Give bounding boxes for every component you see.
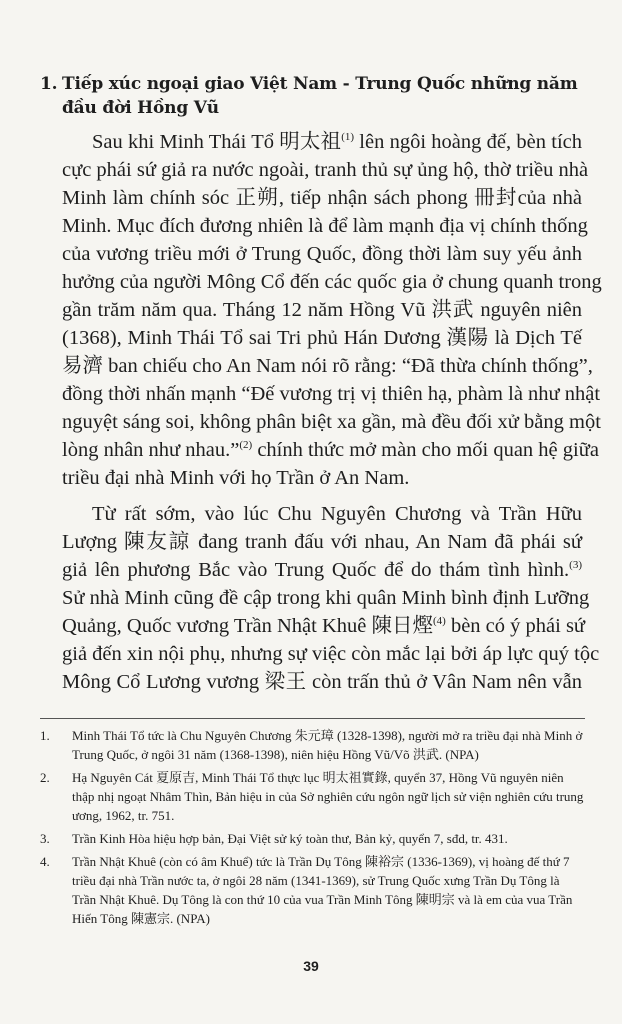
footnote-text: Trần Kinh Hòa hiệu hợp bản, Đại Việt sử ký toàn thư, Bản kỷ, quyển 7, sđd, tr. 431. [72, 831, 508, 846]
footnote-text: Trần Nhật Khuê (còn có âm Khuể) tức là Trần Dụ Tông 陳裕宗 (1336-1369), vị hoàng đế thứ 7 triều đại nhà Trần nước ta, ở ngôi 28 năm (1341-1369), sử Trung Quốc xưng Trần Dụ Tông là Trần Nhật Khuê. Dụ Tông là con thứ 10 của vua Trần Minh Tông 陳明宗 và là em của vua Trần Hiến Tông 陳憲宗. (NPA) [72, 854, 573, 926]
text-line: Mông Cổ Lương vương 梁王 còn trấn thủ ở Vân Nam nên vẫn [62, 671, 582, 693]
footnote-divider [40, 718, 585, 719]
footnote-reference: (3) [569, 559, 582, 572]
footnote-text: Hạ Nguyên Cát 夏原吉, Minh Thái Tổ thực lục 明太祖實錄, quyển 37, Hồng Vũ nguyên niên thập nhị ngoạt Nhâm Thìn, Bản hiệu in của Sở nghiên cứu ngôn ngữ lịch sử viện nghiên cứu trung ương, 1962, tr. 751. [72, 770, 584, 823]
text-line: Lượng 陳友諒 đang tranh đấu với nhau, An Nam đã phái sứ [62, 531, 582, 553]
footnote [40, 726, 585, 764]
text-line: Sau khi Minh Thái Tổ 明太祖$^{(1)}$ lên ngôi hoàng đế, bèn tích [92, 131, 583, 153]
heading-line-1: Tiếp xúc ngoại giao Việt Nam - Trung Quốc những năm [62, 74, 578, 94]
text-line: cực phái sứ giả ra nước ngoài, tranh thủ sự ủng hộ, thờ triều nhà [62, 159, 589, 181]
footnote-reference: (2) [239, 439, 253, 452]
footnote-number: 2. [40, 770, 50, 785]
text-line: (1368), Minh Thái Tổ sai Tri phủ Hán Dương 漢陽 là Dịch Tế [62, 327, 582, 349]
paragraph-2 [62, 500, 600, 696]
text-line: Từ rất sớm, vào lúc Chu Nguyên Chương và Trần Hữu [92, 503, 582, 525]
paragraph-1 [62, 128, 602, 492]
footnote-number: 4. [40, 854, 50, 869]
text-line: của vương triều mới ở Trung Quốc, đồng thời làm suy yếu ảnh [62, 243, 582, 265]
text-line: gần trăm năm qua. Tháng 12 năm Hồng Vũ 洪武 nguyên niên [62, 299, 582, 321]
footnote [40, 852, 585, 928]
footnote [40, 768, 585, 825]
footnote-text: Minh Thái Tổ tức là Chu Nguyên Chương 朱元璋 (1328-1398), người mở ra triều đại nhà Minh ở Trung Quốc, ở ngôi 31 năm (1368-1398), niên hiệu Hồng Vũ/Võ 洪武. (NPA) [72, 728, 583, 762]
text-line: Sử nhà Minh cũng đề cập trong khi quân Minh bình định Lưỡng [62, 587, 590, 609]
text-line: triều đại nhà Minh với họ Trần ở An Nam. [62, 467, 410, 489]
text-line: Minh. Mục đích đương nhiên là để làm mạnh địa vị chính thống [62, 215, 588, 237]
text-line: giả lên phương Bắc vào Trung Quốc để do thám tình hình.$^{(3)}$ [62, 559, 582, 581]
footnote-number: 1. [40, 728, 50, 743]
text-line: Quảng, Quốc vương Trần Nhật Khuê 陳日熞$^{(4)}$ bèn có ý phái sứ [62, 615, 586, 637]
text-line: Minh làm chính sóc 正朔, tiếp nhận sách phong 冊封của nhà [62, 187, 582, 209]
heading-line-2: đầu đời Hồng Vũ [62, 98, 219, 118]
text-line: lòng nhân như nhau.”$^{(2)}$ chính thức mở màn cho mối quan hệ giữa [62, 439, 599, 461]
text-line: đồng thời nhấn mạnh “Đế vương trị vị thiên hạ, phàm là như nhật [62, 383, 601, 405]
footnote-reference: (4) [433, 615, 446, 628]
footnotes [40, 726, 585, 932]
footnote-number: 3. [40, 831, 50, 846]
section-number: 1. [40, 74, 58, 94]
text-line: hưởng của người Mông Cổ đến các quốc gia ở chung quanh trong [62, 271, 602, 293]
section-heading [40, 72, 590, 120]
text-line: 易濟 ban chiếu cho An Nam nói rõ rằng: “Đã thừa chính thống”, [62, 355, 593, 377]
footnote-reference: (1) [341, 131, 355, 144]
text-line: giả đến xin nội phụ, nhưng sự việc còn mắc lại bởi áp lực quý tộc [62, 643, 600, 665]
footnote [40, 829, 585, 848]
page-number: 39 [303, 958, 319, 974]
text-line: nguyệt sáng soi, không phân biệt xa gần, mà đều đối xử bằng một [62, 411, 601, 433]
body-text [62, 128, 602, 696]
